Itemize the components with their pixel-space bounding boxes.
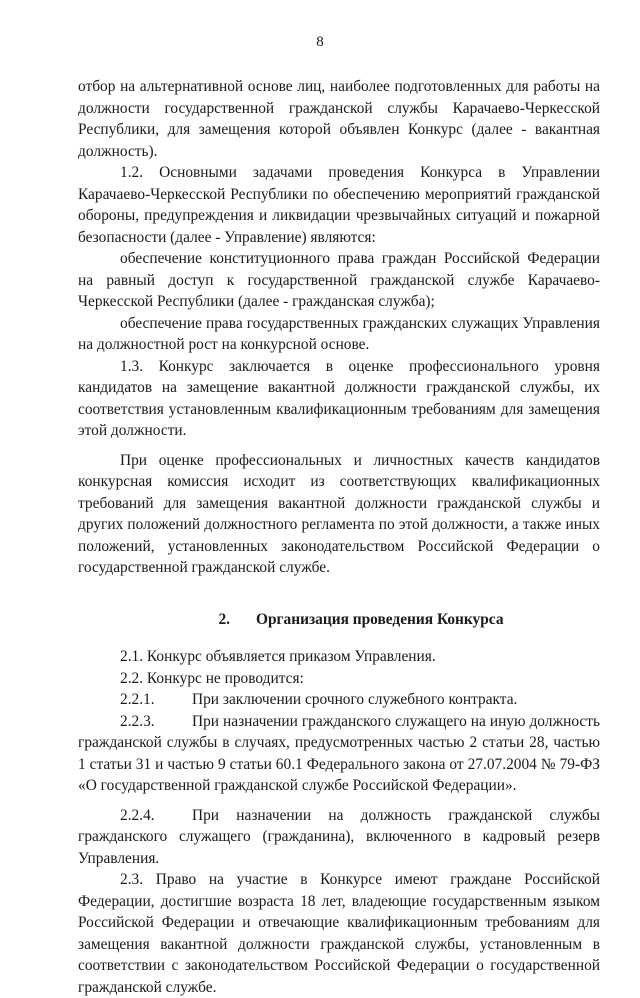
item-2-2-1 bbox=[78, 689, 600, 711]
item-2-3: 2.3. Право на участие в Конкурсе имеют граждане Российской Федерации, достигшие возраста 18 лет, владеющие государственным языком Российской Федерации и отвечающие квалификационным требованиям для замещения вакантной должности гражданской службы, установленным в соответствии с законодательством Российской Федерации о государственной гражданской службе. bbox=[78, 871, 600, 996]
item-2-1: 2.1. Конкурс объявляется приказом Управления. bbox=[120, 648, 436, 665]
paragraph-continuation: отбор на альтернативной основе лиц, наиболее подготовленных для работы на должности государственной гражданской службы Карачаево-Черкесской Республики, для замещения которой объявлен Конкурс (далее - вакантная должность). bbox=[78, 78, 600, 160]
page-number: 8 bbox=[316, 34, 324, 50]
paragraph-constitutional-right: обеспечение конституционного права граждан Российской Федерации на равный доступ к государственной гражданской службе Карачаево-Черкесской Республики (далее - гражданская служба); bbox=[78, 250, 600, 310]
section-number: 2. bbox=[218, 610, 230, 628]
paragraph-1-2: 1.2. Основными задачами проведения Конкурса в Управлении Карачаево-Черкесской Республики по обеспечению мероприятий гражданской обороны, предупреждения и ликвидации чрезвычайных ситуаций и пожарной безопасности (далее - Управление) являются: bbox=[78, 164, 600, 246]
paragraph-career-growth: обеспечение права государственных гражданских служащих Управления на должностной рост на конкурсной основе. bbox=[78, 314, 600, 353]
paragraph-1-3: 1.3. Конкурс заключается в оценке профессионального уровня кандидатов на замещение вакантной должности гражданской службы, их соответствия установленным квалификационным требованиям для замещения этой должности. bbox=[78, 357, 600, 439]
section-title: Организация проведения Конкурса bbox=[256, 610, 504, 628]
item-2-2-4-text: При назначении на должность гражданской службы гражданского служащего (гражданина), включенного в кадровый резерв Управления. bbox=[78, 806, 600, 867]
item-2-2-3-text: При назначении гражданского служащего на иную должность гражданской службы в случаях, предусмотренных частью 2 статьи 28, частью 1 статьи 31 и частью 9 статьи 60.1 Федерального закона от 27.07.2004 № 79-ФЗ «О государственной гражданской службе Российской Федерации». bbox=[78, 712, 600, 794]
item-2-2-1-number: 2.2.1. bbox=[120, 691, 155, 708]
paragraph-assessment: При оценке профессиональных и личностных качеств кандидатов конкурсная комиссия исходит из соответствующих квалификационных требований для замещения вакантной должности гражданской службы и других положений должностного регламента по этой должности, а также иных положений, установленных законодательством Российской Федерации о государственной гражданской службе. bbox=[78, 451, 600, 576]
item-2-2-4-number: 2.2.4. bbox=[120, 806, 155, 824]
item-2-2: 2.2. Конкурс не проводится: bbox=[120, 669, 304, 687]
item-2-2-3-number: 2.2.3. bbox=[120, 712, 155, 730]
item-2-2-4 bbox=[78, 805, 600, 870]
item-2-2-3 bbox=[78, 711, 600, 797]
document-body bbox=[78, 76, 600, 998]
section-heading bbox=[78, 609, 600, 631]
item-2-2-1-text: При заключении срочного служебного контракта. bbox=[192, 691, 518, 708]
